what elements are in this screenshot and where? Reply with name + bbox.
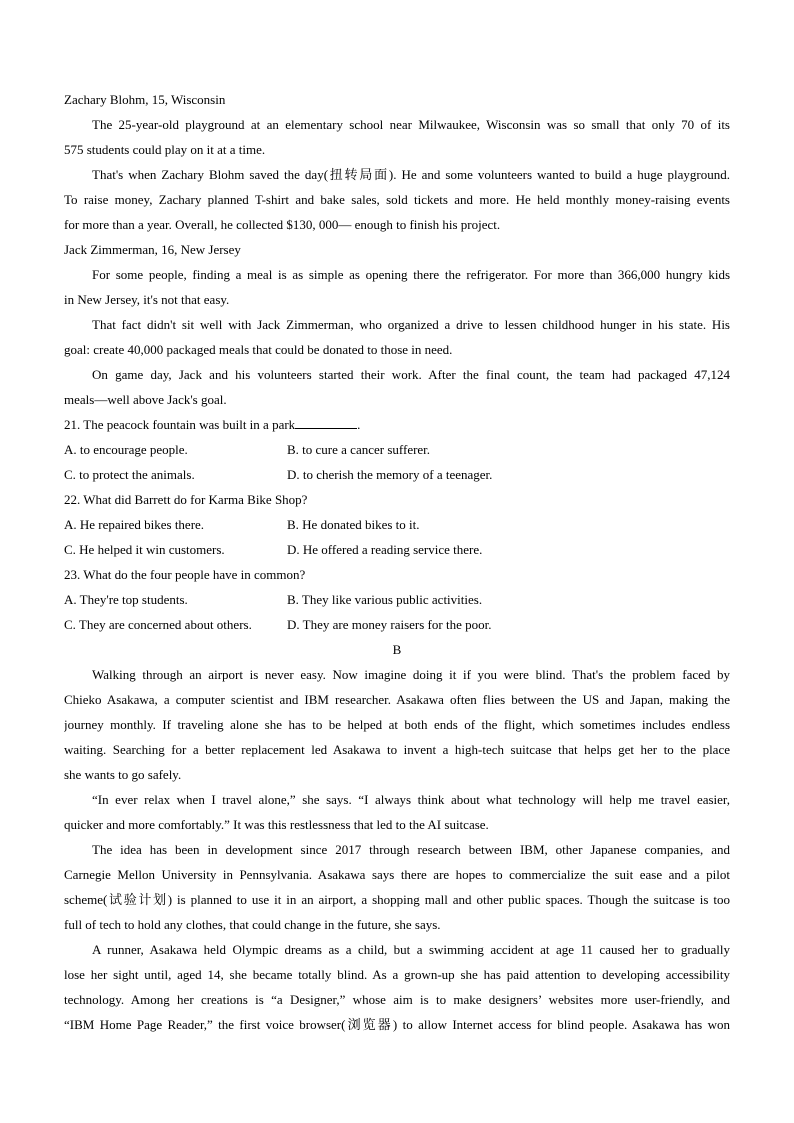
paragraph-line: On game day, Jack and his volunteers started their work. After the final count, the team had packaged 47,124 [92,367,730,382]
option-c: C. He helped it win customers. [64,542,225,557]
question-22-stem: 22. What did Barrett do for Karma Bike Shop? [64,492,308,507]
paragraph-line: lose her sight until, aged 14, she became totally blind. As a grown-up she has paid attention to developing accessibility [64,967,730,982]
paragraph-line: quicker and more comfortably.” It was this restlessness that led to the AI suitcase. [64,817,489,832]
option-c: C. to protect the animals. [64,467,195,482]
question-21-stem [64,412,730,437]
answer-blank [295,416,357,429]
section-label-b: B [392,642,402,657]
question-21-options-row-2 [64,462,730,487]
question-23-stem: 23. What do the four people have in common? [64,567,306,582]
paragraph-line: The 25-year-old playground at an elementary school near Milwaukee, Wisconsin was so small that only 70 of its [92,117,730,132]
paragraph-line: for more than a year. Overall, he collected $130, 000— enough to finish his project. [64,217,501,232]
paragraph-line: The idea has been in development since 2017 through research between IBM, other Japanese companies, and [92,842,730,857]
question-22-options-row-1 [64,512,730,537]
paragraph-line: she wants to go safely. [64,767,182,782]
paragraph-line: That's when Zachary Blohm saved the day(扭转局面). He and some volunteers wanted to build a huge playground. [92,167,730,182]
question-21-options-row-1 [64,437,730,462]
option-a: A. They're top students. [64,592,188,607]
paragraph-line: scheme(试验计划) is planned to use it in an airport, a shopping mall and other public spaces. Though the suitcase is too [64,892,730,907]
option-d: D. He offered a reading service there. [287,542,483,557]
paragraph-line: That fact didn't sit well with Jack Zimmerman, who organized a drive to lessen childhood hunger in his state. His [92,317,730,332]
paragraph-line: in New Jersey, it's not that easy. [64,292,230,307]
question-22-options-row-2 [64,537,730,562]
paragraph-line: Carnegie Mellon University in Pennsylvania. Asakawa says there are hopes to commercialize the suit ease and a pilot [64,867,730,882]
question-stem-text: 21. The peacock fountain was built in a park [64,417,296,432]
paragraph-line: Walking through an airport is never easy. Now imagine doing it if you were blind. That's the problem faced by [92,667,730,682]
paragraph-line: For some people, finding a meal is as simple as opening there the refrigerator. For more than 366,000 hungry kids [92,267,730,282]
paragraph-line: 575 students could play on it at a time. [64,142,266,157]
option-b: B. They like various public activities. [287,592,483,607]
question-23-options-row-1 [64,587,730,612]
option-c: C. They are concerned about others. [64,617,252,632]
paragraph-line: goal: create 40,000 packaged meals that could be donated to those in need. [64,342,453,357]
paragraph-line: technology. Among her creations is “a Designer,” whose aim is to make designers’ websites more user-friendly, and [64,992,730,1007]
option-b: B. to cure a cancer sufferer. [287,442,431,457]
paragraph-line: A runner, Asakawa held Olympic dreams as a child, but a swimming accident at age 11 caused her to gradually [92,942,730,957]
paragraph-line: “In ever relax when I travel alone,” she says. “I always think about what technology will help me travel easier, [92,792,730,807]
person-heading-zachary: Zachary Blohm, 15, Wisconsin [64,92,226,107]
option-d: D. to cherish the memory of a teenager. [287,467,493,482]
paragraph-line: journey monthly. If traveling alone she has to be helped at both ends of the flight, which sometimes includes endless [64,717,730,732]
paragraph-line: full of tech to hold any clothes, that could change in the future, she says. [64,917,441,932]
question-23-options-row-2 [64,612,730,637]
option-a: A. to encourage people. [64,442,188,457]
paragraph-line: To raise money, Zachary planned T-shirt and bake sales, sold tickets and more. He held monthly money-raising events [64,192,730,207]
option-b: B. He donated bikes to it. [287,517,420,532]
option-a: A. He repaired bikes there. [64,517,205,532]
paragraph-line: meals—well above Jack's goal. [64,392,227,407]
document-page [64,87,730,1037]
paragraph-line: waiting. Searching for a better replacement led Asakawa to invent a high-tech suitcase that helps get her to the place [64,742,730,757]
paragraph-line: Chieko Asakawa, a computer scientist and IBM researcher. Asakawa often flies between the US and Japan, making the [64,692,730,707]
person-heading-jack: Jack Zimmerman, 16, New Jersey [64,242,241,257]
paragraph-line: “IBM Home Page Reader,” the first voice browser(浏览器) to allow Internet access for blind people. Asakawa has won [64,1017,730,1032]
option-d: D. They are money raisers for the poor. [287,617,492,632]
question-stem-end: . [357,417,361,432]
